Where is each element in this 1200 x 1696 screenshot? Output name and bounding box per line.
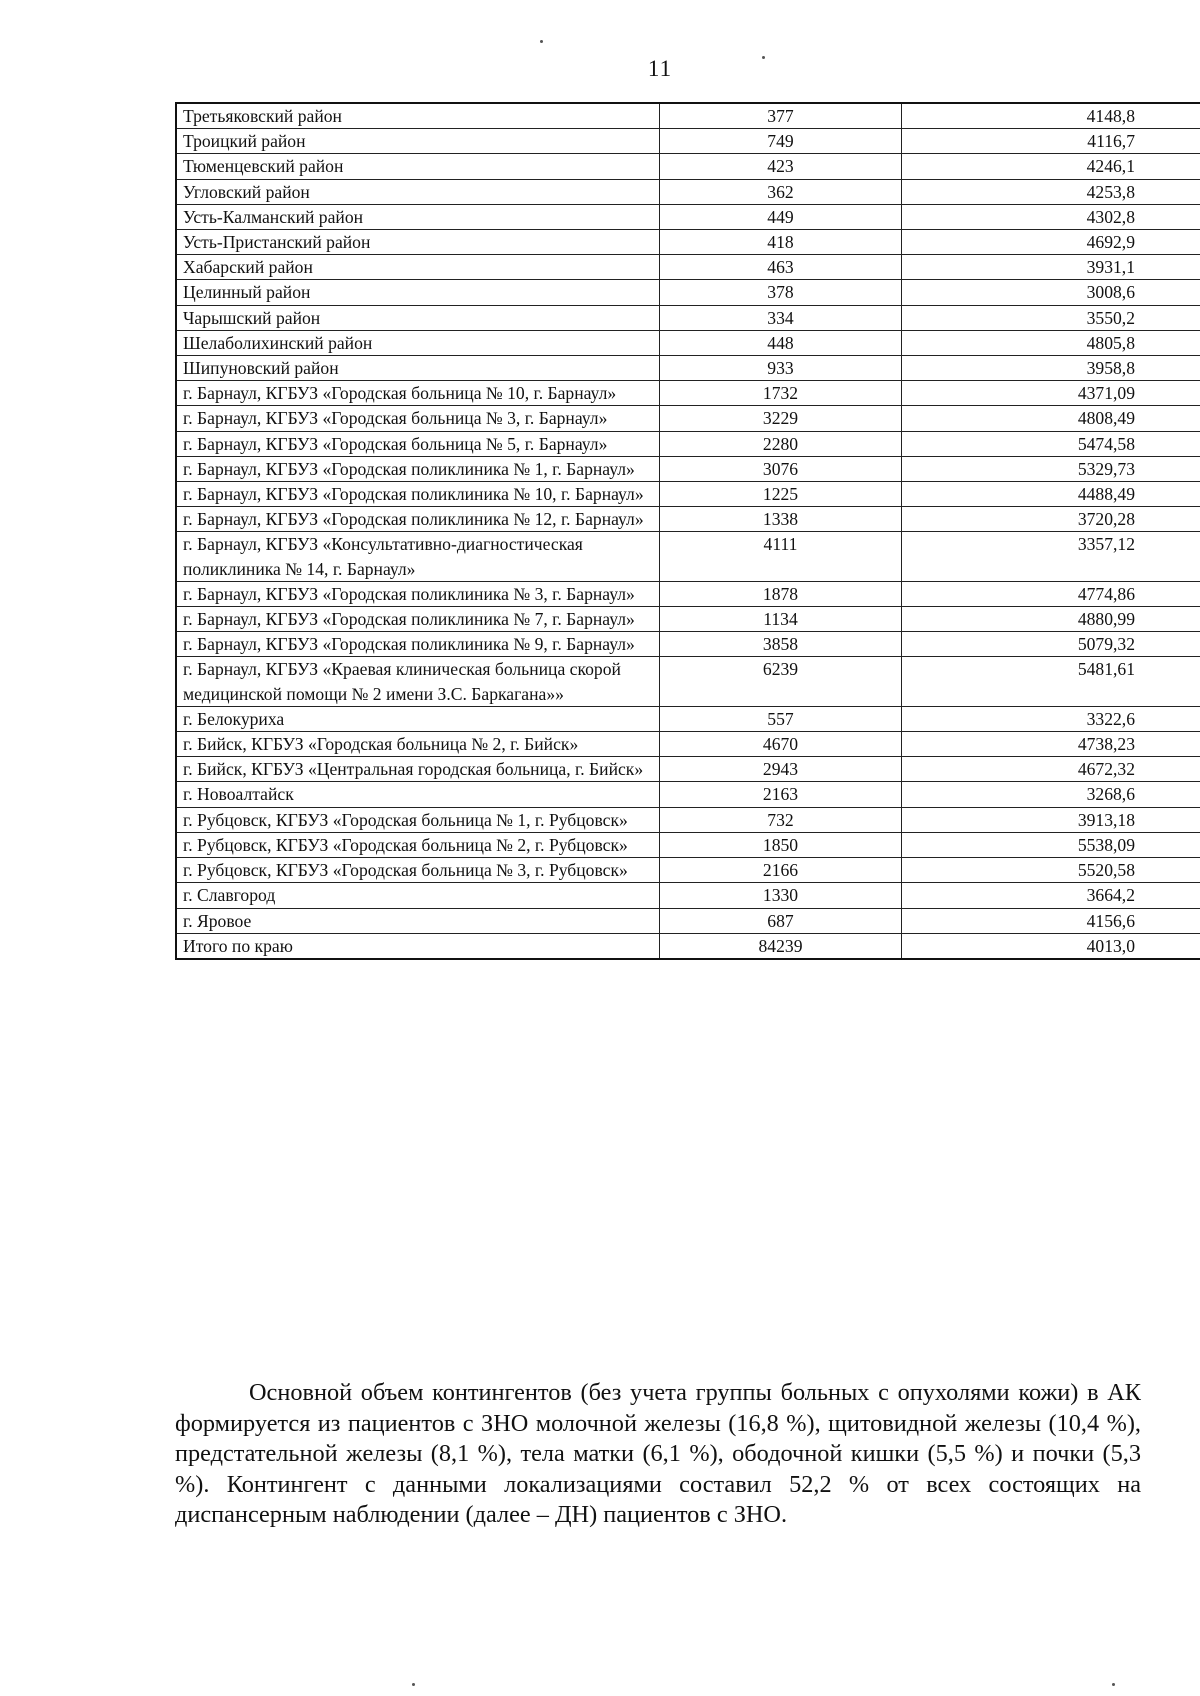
row-name-cell: г. Барнаул, КГБУЗ «Городская поликлиника № 12, г. Барнаул»	[176, 507, 660, 532]
table-row	[176, 230, 1200, 255]
row-rate-cell: 3550,2	[902, 305, 1200, 330]
table-total-row	[176, 933, 1200, 959]
row-name-cell: Шипуновский район	[176, 356, 660, 381]
row-name-cell: г. Барнаул, КГБУЗ «Городская поликлиника № 3, г. Барнаул»	[176, 581, 660, 606]
row-name-cell: г. Барнаул, КГБУЗ «Консультативно-диагностическая поликлиника № 14, г. Барнаул»	[176, 532, 660, 581]
row-count-cell: 732	[660, 807, 902, 832]
table-row	[176, 732, 1200, 757]
table-row	[176, 807, 1200, 832]
row-name-cell: г. Барнаул, КГБУЗ «Городская поликлиника № 9, г. Барнаул»	[176, 632, 660, 657]
row-rate-cell: 5329,73	[902, 456, 1200, 481]
row-rate-cell: 4738,23	[902, 732, 1200, 757]
row-count-cell: 2166	[660, 858, 902, 883]
summary-paragraph: Основной объем контингентов (без учета группы больных с опухолями кожи) в АК формируется из пациентов с ЗНО молочной железы (16,8 %), щитовидной железы (10,4 %), предстательной железы (8,1 %), тела матки (6,1 %), ободочной кишки (5,5 %) и почки (5,3 %). Контингент с данными локализациями составил 52,2 % от всех состоящих на диспансерным наблюдении (далее – ДН) пациентов с ЗНО.	[175, 1379, 1141, 1529]
row-rate-cell: 4808,49	[902, 406, 1200, 431]
row-name-cell: Усть-Калманский район	[176, 204, 660, 229]
row-count-cell: 449	[660, 204, 902, 229]
table-row	[176, 456, 1200, 481]
row-count-cell: 334	[660, 305, 902, 330]
row-rate-cell: 4013,0	[902, 933, 1200, 959]
table-row	[176, 507, 1200, 532]
row-rate-cell: 4156,6	[902, 908, 1200, 933]
row-rate-cell: 3664,2	[902, 883, 1200, 908]
scan-speck	[540, 40, 543, 43]
row-count-cell: 4670	[660, 732, 902, 757]
scan-speck	[412, 1683, 415, 1686]
table-row	[176, 356, 1200, 381]
table-row	[176, 757, 1200, 782]
row-count-cell: 378	[660, 280, 902, 305]
row-rate-cell: 3931,1	[902, 255, 1200, 280]
row-count-cell: 1338	[660, 507, 902, 532]
row-count-cell: 1330	[660, 883, 902, 908]
row-name-cell: г. Рубцовск, КГБУЗ «Городская больница № 3, г. Рубцовск»	[176, 858, 660, 883]
row-count-cell: 418	[660, 230, 902, 255]
row-count-cell: 1850	[660, 832, 902, 857]
row-count-cell: 463	[660, 255, 902, 280]
row-rate-cell: 3322,6	[902, 706, 1200, 731]
row-rate-cell: 4116,7	[902, 129, 1200, 154]
row-rate-cell: 4302,8	[902, 204, 1200, 229]
row-count-cell: 1225	[660, 482, 902, 507]
row-count-cell: 3858	[660, 632, 902, 657]
table-row	[176, 154, 1200, 179]
row-rate-cell: 4246,1	[902, 154, 1200, 179]
row-rate-cell: 3958,8	[902, 356, 1200, 381]
row-count-cell: 557	[660, 706, 902, 731]
row-count-cell: 377	[660, 103, 902, 129]
row-name-cell: г. Рубцовск, КГБУЗ «Городская больница № 2, г. Рубцовск»	[176, 832, 660, 857]
row-rate-cell: 3720,28	[902, 507, 1200, 532]
row-name-cell: г. Барнаул, КГБУЗ «Городская больница № 5, г. Барнаул»	[176, 431, 660, 456]
row-name-cell: Угловский район	[176, 179, 660, 204]
row-count-cell: 423	[660, 154, 902, 179]
table-row	[176, 706, 1200, 731]
table-row	[176, 255, 1200, 280]
row-name-cell: г. Барнаул, КГБУЗ «Городская больница № 10, г. Барнаул»	[176, 381, 660, 406]
row-rate-cell: 5474,58	[902, 431, 1200, 456]
row-rate-cell: 5481,61	[902, 657, 1200, 706]
row-name-cell: Целинный район	[176, 280, 660, 305]
row-count-cell: 448	[660, 330, 902, 355]
row-count-cell: 362	[660, 179, 902, 204]
row-name-cell: Усть-Пристанский район	[176, 230, 660, 255]
table-row	[176, 330, 1200, 355]
row-name-cell: Тюменцевский район	[176, 154, 660, 179]
table-row	[176, 381, 1200, 406]
row-rate-cell: 4253,8	[902, 179, 1200, 204]
table-row	[176, 406, 1200, 431]
table-row	[176, 832, 1200, 857]
row-name-cell: г. Белокуриха	[176, 706, 660, 731]
row-rate-cell: 5520,58	[902, 858, 1200, 883]
row-rate-cell: 4692,9	[902, 230, 1200, 255]
table-row	[176, 657, 1200, 706]
table-row	[176, 532, 1200, 581]
row-name-cell: Чарышский район	[176, 305, 660, 330]
row-count-cell: 1732	[660, 381, 902, 406]
row-name-cell: г. Яровое	[176, 908, 660, 933]
table-row	[176, 858, 1200, 883]
table-row	[176, 280, 1200, 305]
row-name-cell: Троицкий район	[176, 129, 660, 154]
row-rate-cell: 5079,32	[902, 632, 1200, 657]
table-row	[176, 204, 1200, 229]
row-count-cell: 3229	[660, 406, 902, 431]
row-name-cell: г. Барнаул, КГБУЗ «Городская поликлиника № 7, г. Барнаул»	[176, 607, 660, 632]
row-rate-cell: 4672,32	[902, 757, 1200, 782]
row-rate-cell: 3008,6	[902, 280, 1200, 305]
table-row	[176, 607, 1200, 632]
table-row	[176, 179, 1200, 204]
row-name-cell: г. Новоалтайск	[176, 782, 660, 807]
row-count-cell: 84239	[660, 933, 902, 959]
table-row	[176, 129, 1200, 154]
row-rate-cell: 4880,99	[902, 607, 1200, 632]
row-rate-cell: 5538,09	[902, 832, 1200, 857]
row-name-cell: г. Бийск, КГБУЗ «Центральная городская больница, г. Бийск»	[176, 757, 660, 782]
row-name-cell: Шелаболихинский район	[176, 330, 660, 355]
row-name-cell: г. Барнаул, КГБУЗ «Краевая клиническая больница скорой медицинской помощи № 2 имени З.С. Баркагана»»	[176, 657, 660, 706]
table-row	[176, 581, 1200, 606]
row-count-cell: 687	[660, 908, 902, 933]
row-count-cell: 3076	[660, 456, 902, 481]
scan-speck	[1112, 1683, 1115, 1686]
row-name-cell: г. Барнаул, КГБУЗ «Городская поликлиника № 10, г. Барнаул»	[176, 482, 660, 507]
row-name-cell: Третьяковский район	[176, 103, 660, 129]
row-rate-cell: 4148,8	[902, 103, 1200, 129]
row-count-cell: 6239	[660, 657, 902, 706]
row-name-cell: г. Барнаул, КГБУЗ «Городская поликлиника № 1, г. Барнаул»	[176, 456, 660, 481]
row-count-cell: 1878	[660, 581, 902, 606]
row-count-cell: 749	[660, 129, 902, 154]
row-rate-cell: 3913,18	[902, 807, 1200, 832]
scan-speck	[762, 56, 765, 59]
table-body	[176, 103, 1200, 959]
row-rate-cell: 3357,12	[902, 532, 1200, 581]
table-row	[176, 782, 1200, 807]
row-name-cell: Хабарский район	[176, 255, 660, 280]
table-row	[176, 632, 1200, 657]
row-count-cell: 2163	[660, 782, 902, 807]
statistics-table	[175, 102, 1200, 960]
row-name-cell: г. Барнаул, КГБУЗ «Городская больница № 3, г. Барнаул»	[176, 406, 660, 431]
row-name-cell: г. Славгород	[176, 883, 660, 908]
row-name-cell: Итого по краю	[176, 933, 660, 959]
row-count-cell: 1134	[660, 607, 902, 632]
row-name-cell: г. Рубцовск, КГБУЗ «Городская больница № 1, г. Рубцовск»	[176, 807, 660, 832]
row-count-cell: 2943	[660, 757, 902, 782]
row-rate-cell: 4488,49	[902, 482, 1200, 507]
page-number: 11	[647, 56, 673, 81]
row-name-cell: г. Бийск, КГБУЗ «Городская больница № 2, г. Бийск»	[176, 732, 660, 757]
row-rate-cell: 4371,09	[902, 381, 1200, 406]
table-row	[176, 103, 1200, 129]
row-rate-cell: 3268,6	[902, 782, 1200, 807]
table-row	[176, 305, 1200, 330]
row-count-cell: 933	[660, 356, 902, 381]
row-rate-cell: 4805,8	[902, 330, 1200, 355]
table-row	[176, 431, 1200, 456]
table-row	[176, 908, 1200, 933]
table-row	[176, 482, 1200, 507]
row-count-cell: 2280	[660, 431, 902, 456]
table-row	[176, 883, 1200, 908]
row-count-cell: 4111	[660, 532, 902, 581]
row-rate-cell: 4774,86	[902, 581, 1200, 606]
